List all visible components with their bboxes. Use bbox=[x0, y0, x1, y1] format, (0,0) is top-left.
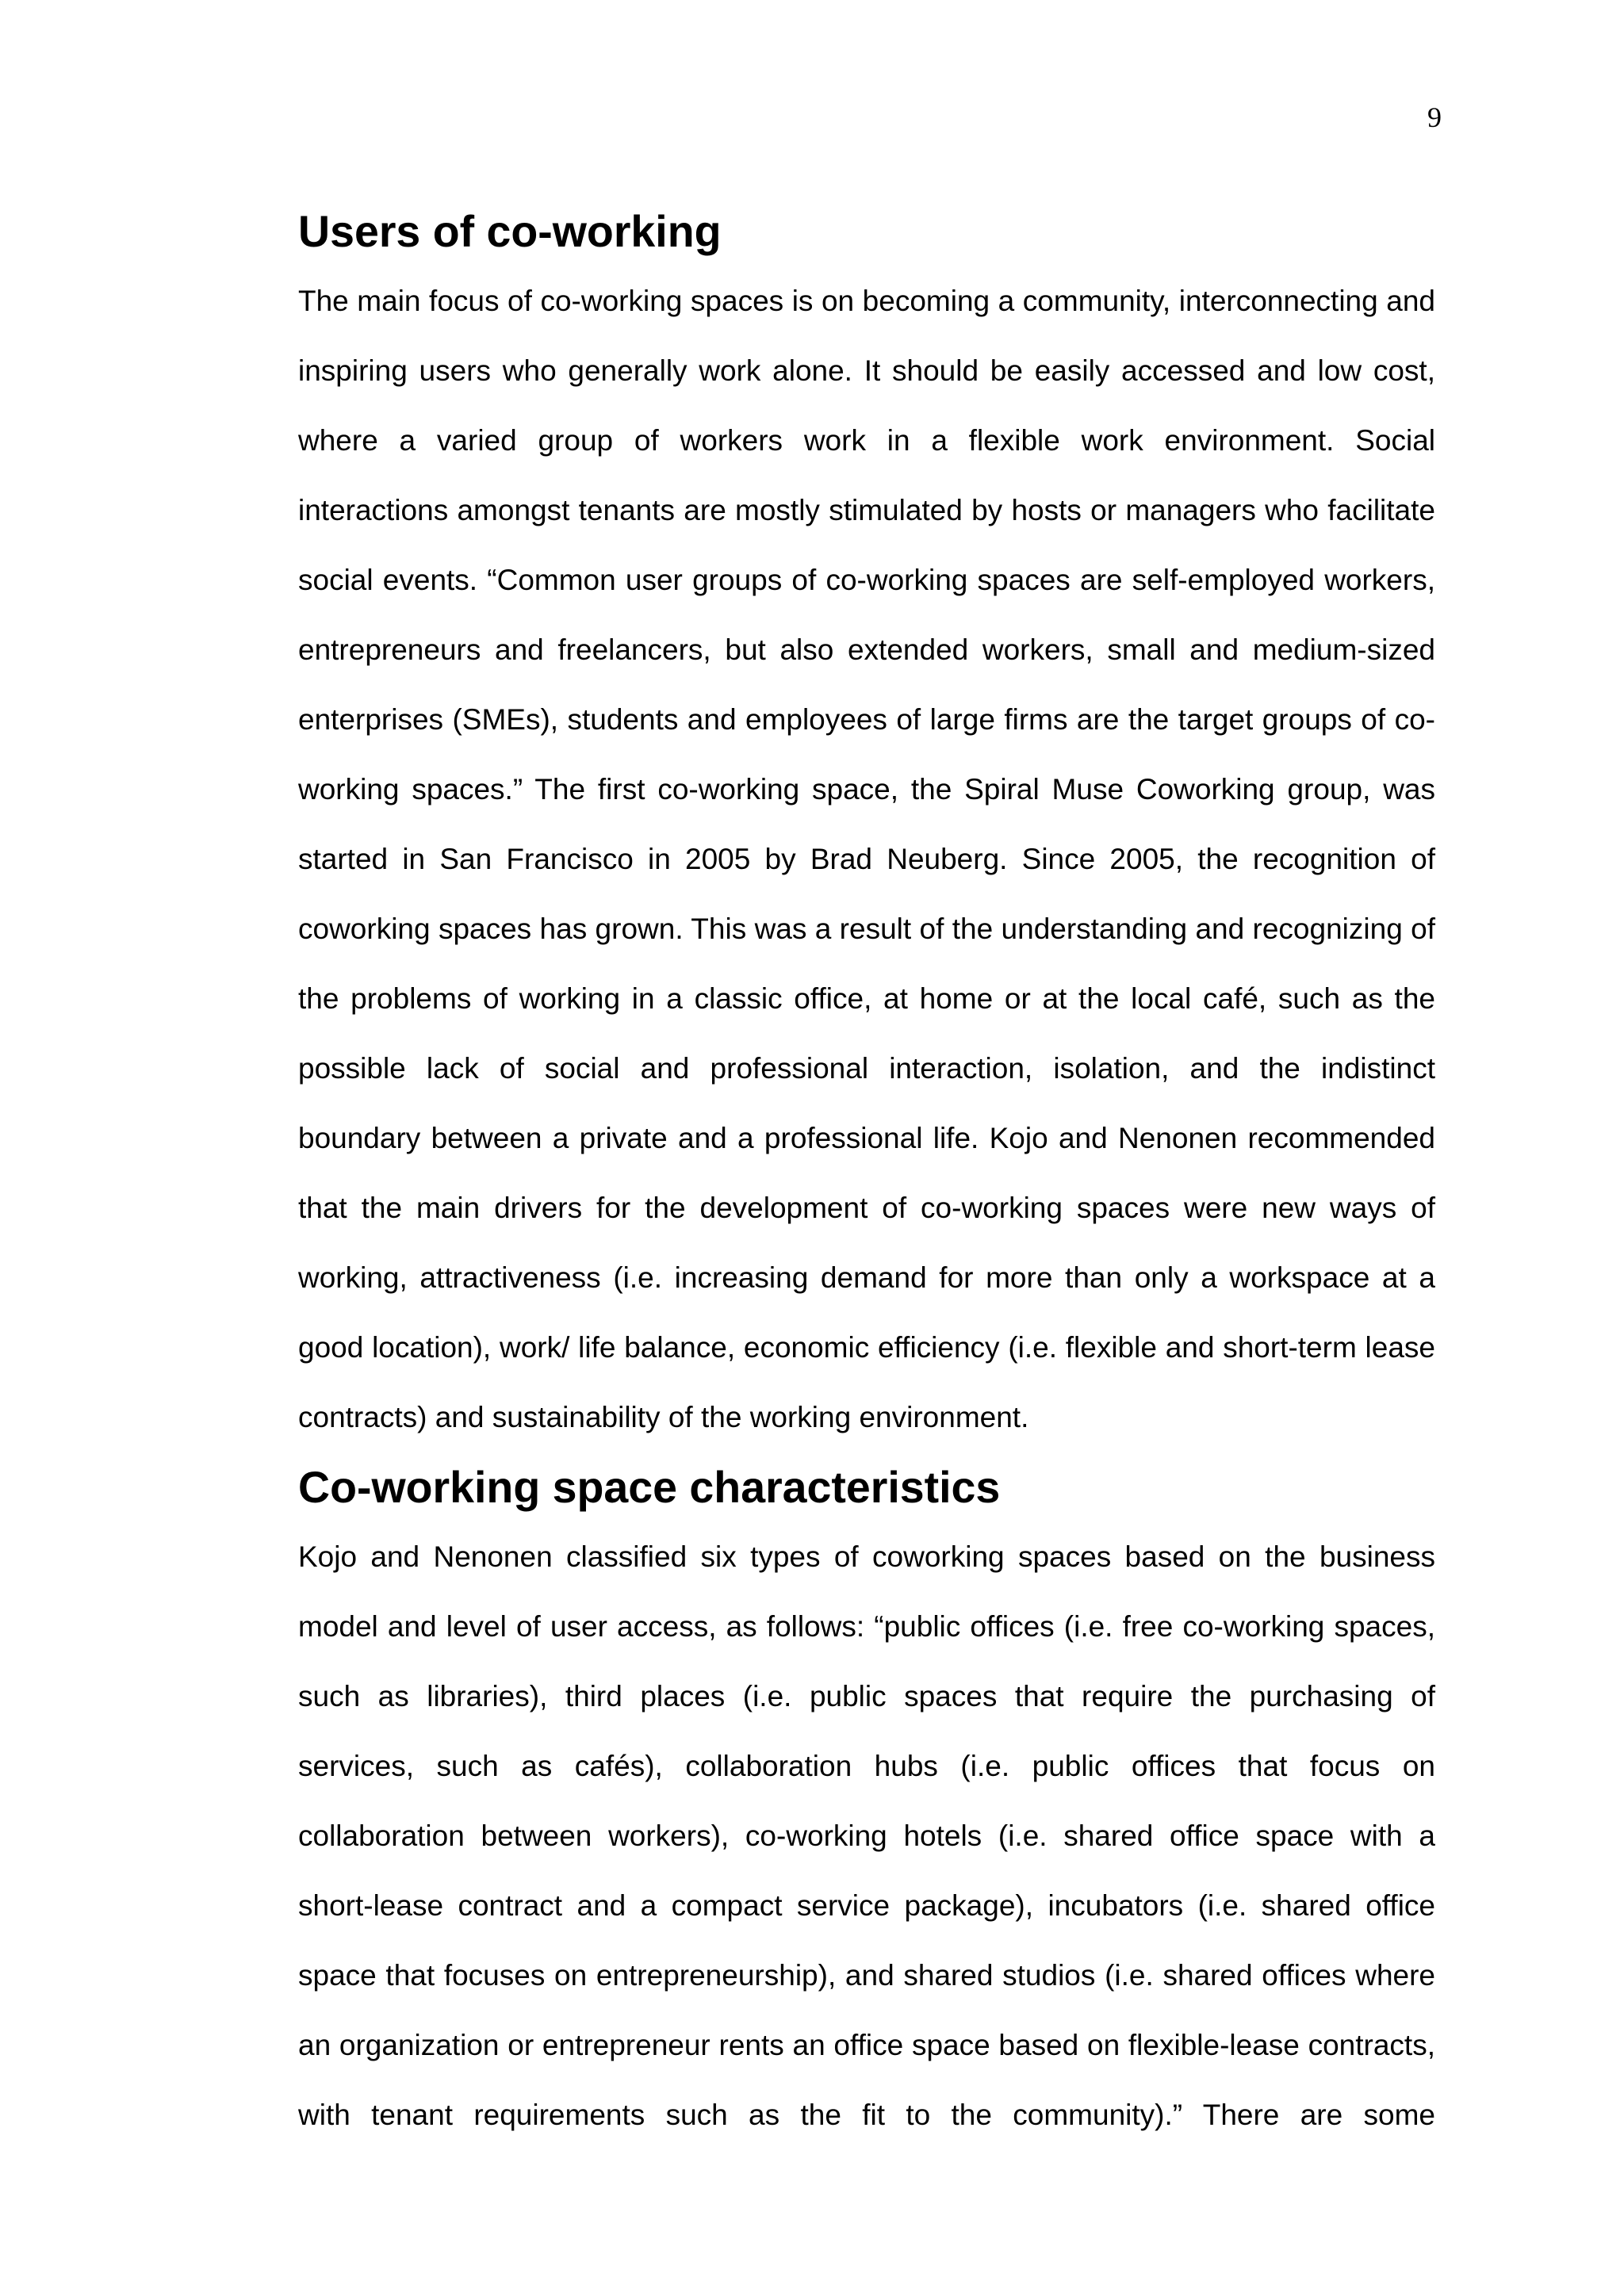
section-coworking-space-characteristics bbox=[298, 1452, 1435, 2150]
section-heading: Users of co-working bbox=[298, 207, 722, 256]
page-body bbox=[298, 197, 1435, 2150]
section-heading: Co-working space characteristics bbox=[298, 1463, 1001, 1512]
section-users-of-coworking bbox=[298, 197, 1435, 1452]
page-number: 9 bbox=[1427, 101, 1442, 133]
section-paragraph: Kojo and Nenonen classified six types of coworking spaces based on the business model and level of user access, as follows: “public offices (i.e. free co-working spaces, such as libraries), third places (i.e. public spaces that require the purchasing of services, such as cafés), collaboration hubs (i.e. public offices that focus on collaboration between workers), co-working hotels (i.e. shared office space with a short-lease contract and a compact service package), incubators (i.e. shared office space that focuses on entrepreneurship), and shared studios (i.e. shared offices where an organization or entrepreneur rents an office space based on flexible-lease contracts, with tenant requirements such as the fit to the community).” There are some bbox=[298, 1540, 1435, 2131]
section-paragraph: The main focus of co-working spaces is on becoming a community, interconnecting and inspiring users who generally work alone. It should be easily accessed and low cost, where a varied group of workers work in a flexible work environment. Social interactions amongst tenants are mostly stimulated by hosts or managers who facilitate social events. “Common user groups of co-working spaces are self-employed workers, entrepreneurs and freelancers, but also extended workers, small and medium-sized enterprises (SMEs), students and employees of large firms are the target groups of co-working spaces.” The first co-working space, the Spiral Muse Coworking group, was started in San Francisco in 2005 by Brad Neuberg. Since 2005, the recognition of coworking spaces has grown. This was a result of the understanding and recognizing of the problems of working in a classic office, at home or at the local café, such as the possible lack of social and professional interaction, isolation, and the indistinct boundary between a private and a professional life. Kojo and Nenonen recommended that the main drivers for the development of co-working spaces were new ways of working, attractiveness (i.e. increasing demand for more than only a workspace at a good location), work/ life balance, economic efficiency (i.e. flexible and short-term lease contracts) and sustainability of the working environment. bbox=[298, 285, 1435, 1433]
